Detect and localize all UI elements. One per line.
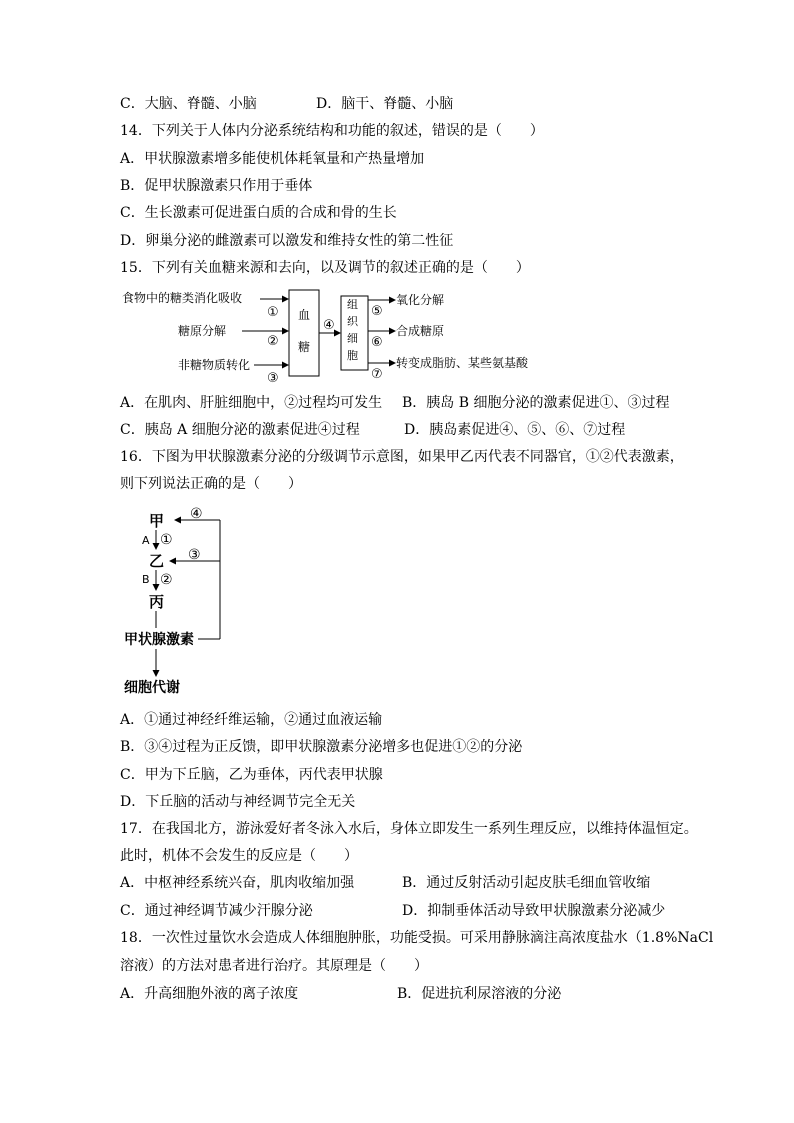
- fate-glycogen-label: 合成糖原: [396, 324, 445, 338]
- q18-stem-line1: 18．一次性过量饮水会造成人体细胞肿胀，功能受损。可采用静脉滴注高浓度盐水（1.8%NaCl: [120, 930, 714, 946]
- q14-option-b: B．促甲状腺激素只作用于垂体: [120, 178, 313, 194]
- thyroid-regulation-diagram: [120, 503, 230, 698]
- feedback-4-label: ④: [190, 506, 203, 522]
- q17-stem-line2: 此时，机体不会发生的反应是（ ）: [120, 848, 358, 864]
- q14-option-d: D．卵巢分泌的雌激素可以激发和维持女性的第二性征: [120, 233, 454, 249]
- source-nonsugar-label: 非糖物质转化: [178, 358, 251, 372]
- step-1-label: ①: [267, 305, 279, 320]
- q17-option-c: C．通过神经调节减少汗腺分泌: [120, 903, 313, 919]
- blood-box-char-1: 血: [298, 308, 311, 322]
- step-3-label: ③: [267, 371, 279, 386]
- q16-option-d: D．下丘脑的活动与神经调节完全无关: [120, 794, 356, 810]
- source-digestion-label: 食物中的糖类消化吸收: [122, 291, 243, 305]
- q16-option-a: A．①通过神经纤维运输，②通过血液运输: [120, 712, 383, 728]
- q16-option-b: B．③④过程为正反馈，即甲状腺激素分泌增多也促进①②的分泌: [120, 739, 523, 755]
- q15-option-d: D．胰岛素促进④、⑤、⑥、⑦过程: [404, 422, 626, 438]
- q17-option-a: A．中枢神经系统兴奋，肌肉收缩加强: [120, 875, 355, 891]
- step-7-label: ⑦: [371, 367, 383, 382]
- q16-option-c: C．甲为下丘脑，乙为垂体，丙代表甲状腺: [120, 767, 383, 783]
- organ-jia-label: 甲: [149, 512, 165, 530]
- q13-option-d: D．脑干、脊髓、小脑: [316, 96, 454, 112]
- blood-sugar-box: [289, 290, 319, 376]
- step-4-label: ④: [323, 318, 335, 333]
- q15-option-a: A．在肌肉、肝脏细胞中，②过程均可发生: [120, 395, 383, 411]
- q17-option-d: D．抑制垂体活动导致甲状腺激素分泌减少: [402, 903, 666, 919]
- path-b-label: B: [142, 573, 150, 586]
- q18-option-b: B．促进抗利尿溶液的分泌: [397, 986, 562, 1002]
- blood-sugar-diagram: [120, 288, 560, 388]
- step-5-label: ⑤: [371, 304, 383, 319]
- organ-yi-label: 乙: [149, 552, 165, 570]
- q17-option-b: B．通过反射活动引起皮肤毛细血管收缩: [402, 875, 651, 891]
- q14-option-c: C．生长激素可促进蛋白质的合成和骨的生长: [120, 205, 397, 221]
- thyroid-hormone-label: 甲状腺激素: [124, 632, 194, 648]
- step-2-label: ②: [267, 334, 279, 349]
- fate-oxidation-label: 氧化分解: [396, 293, 445, 307]
- q13-option-c: C．大脑、脊髓、小脑: [120, 96, 257, 112]
- hormone-2-label: ②: [160, 572, 173, 588]
- tissue-box-char-1: 组: [347, 298, 358, 311]
- q15-option-b: B．胰岛 B 细胞分泌的激素促进①、③过程: [402, 395, 670, 411]
- q15-option-c: C．胰岛 A 细胞分泌的激素促进④过程: [120, 422, 360, 438]
- q14-option-a: A．甲状腺激素增多能使机体耗氧量和产热量增加: [120, 151, 425, 167]
- tissue-box-char-4: 胞: [347, 349, 358, 362]
- feedback-3-label: ③: [188, 547, 201, 563]
- organ-bing-label: 丙: [149, 593, 165, 611]
- blood-box-char-2: 糖: [298, 340, 311, 354]
- hormone-1-label: ①: [160, 532, 173, 548]
- source-glycogen-label: 糖原分解: [178, 324, 227, 338]
- q17-stem-line1: 17．在我国北方，游泳爱好者冬泳入水后，身体立即发生一系列生理反应，以维持体温恒定。: [120, 821, 698, 837]
- fate-fat-label: 转变成脂肪、某些氨基酸: [396, 356, 529, 370]
- cell-metabolism-label: 细胞代谢: [124, 680, 180, 696]
- q16-stem-line1: 16．下图为甲状腺激素分泌的分级调节示意图，如果甲乙丙代表不同器官，①②代表激素，: [120, 449, 684, 465]
- q18-option-a: A．升高细胞外液的离子浓度: [120, 986, 299, 1002]
- q18-stem-line2: 溶液）的方法对患者进行治疗。其原理是（ ）: [120, 958, 428, 974]
- q15-stem: 15．下列有关血糖来源和去向，以及调节的叙述正确的是（ ）: [120, 260, 530, 276]
- step-6-label: ⑥: [371, 335, 383, 350]
- tissue-box-char-2: 织: [347, 315, 358, 328]
- tissue-box-char-3: 细: [347, 332, 358, 345]
- path-a-label: A: [142, 534, 150, 547]
- q16-stem-line2: 则下列说法正确的是（ ）: [120, 476, 302, 492]
- q14-stem: 14．下列关于人体内分泌系统结构和功能的叙述，错误的是（ ）: [120, 123, 544, 139]
